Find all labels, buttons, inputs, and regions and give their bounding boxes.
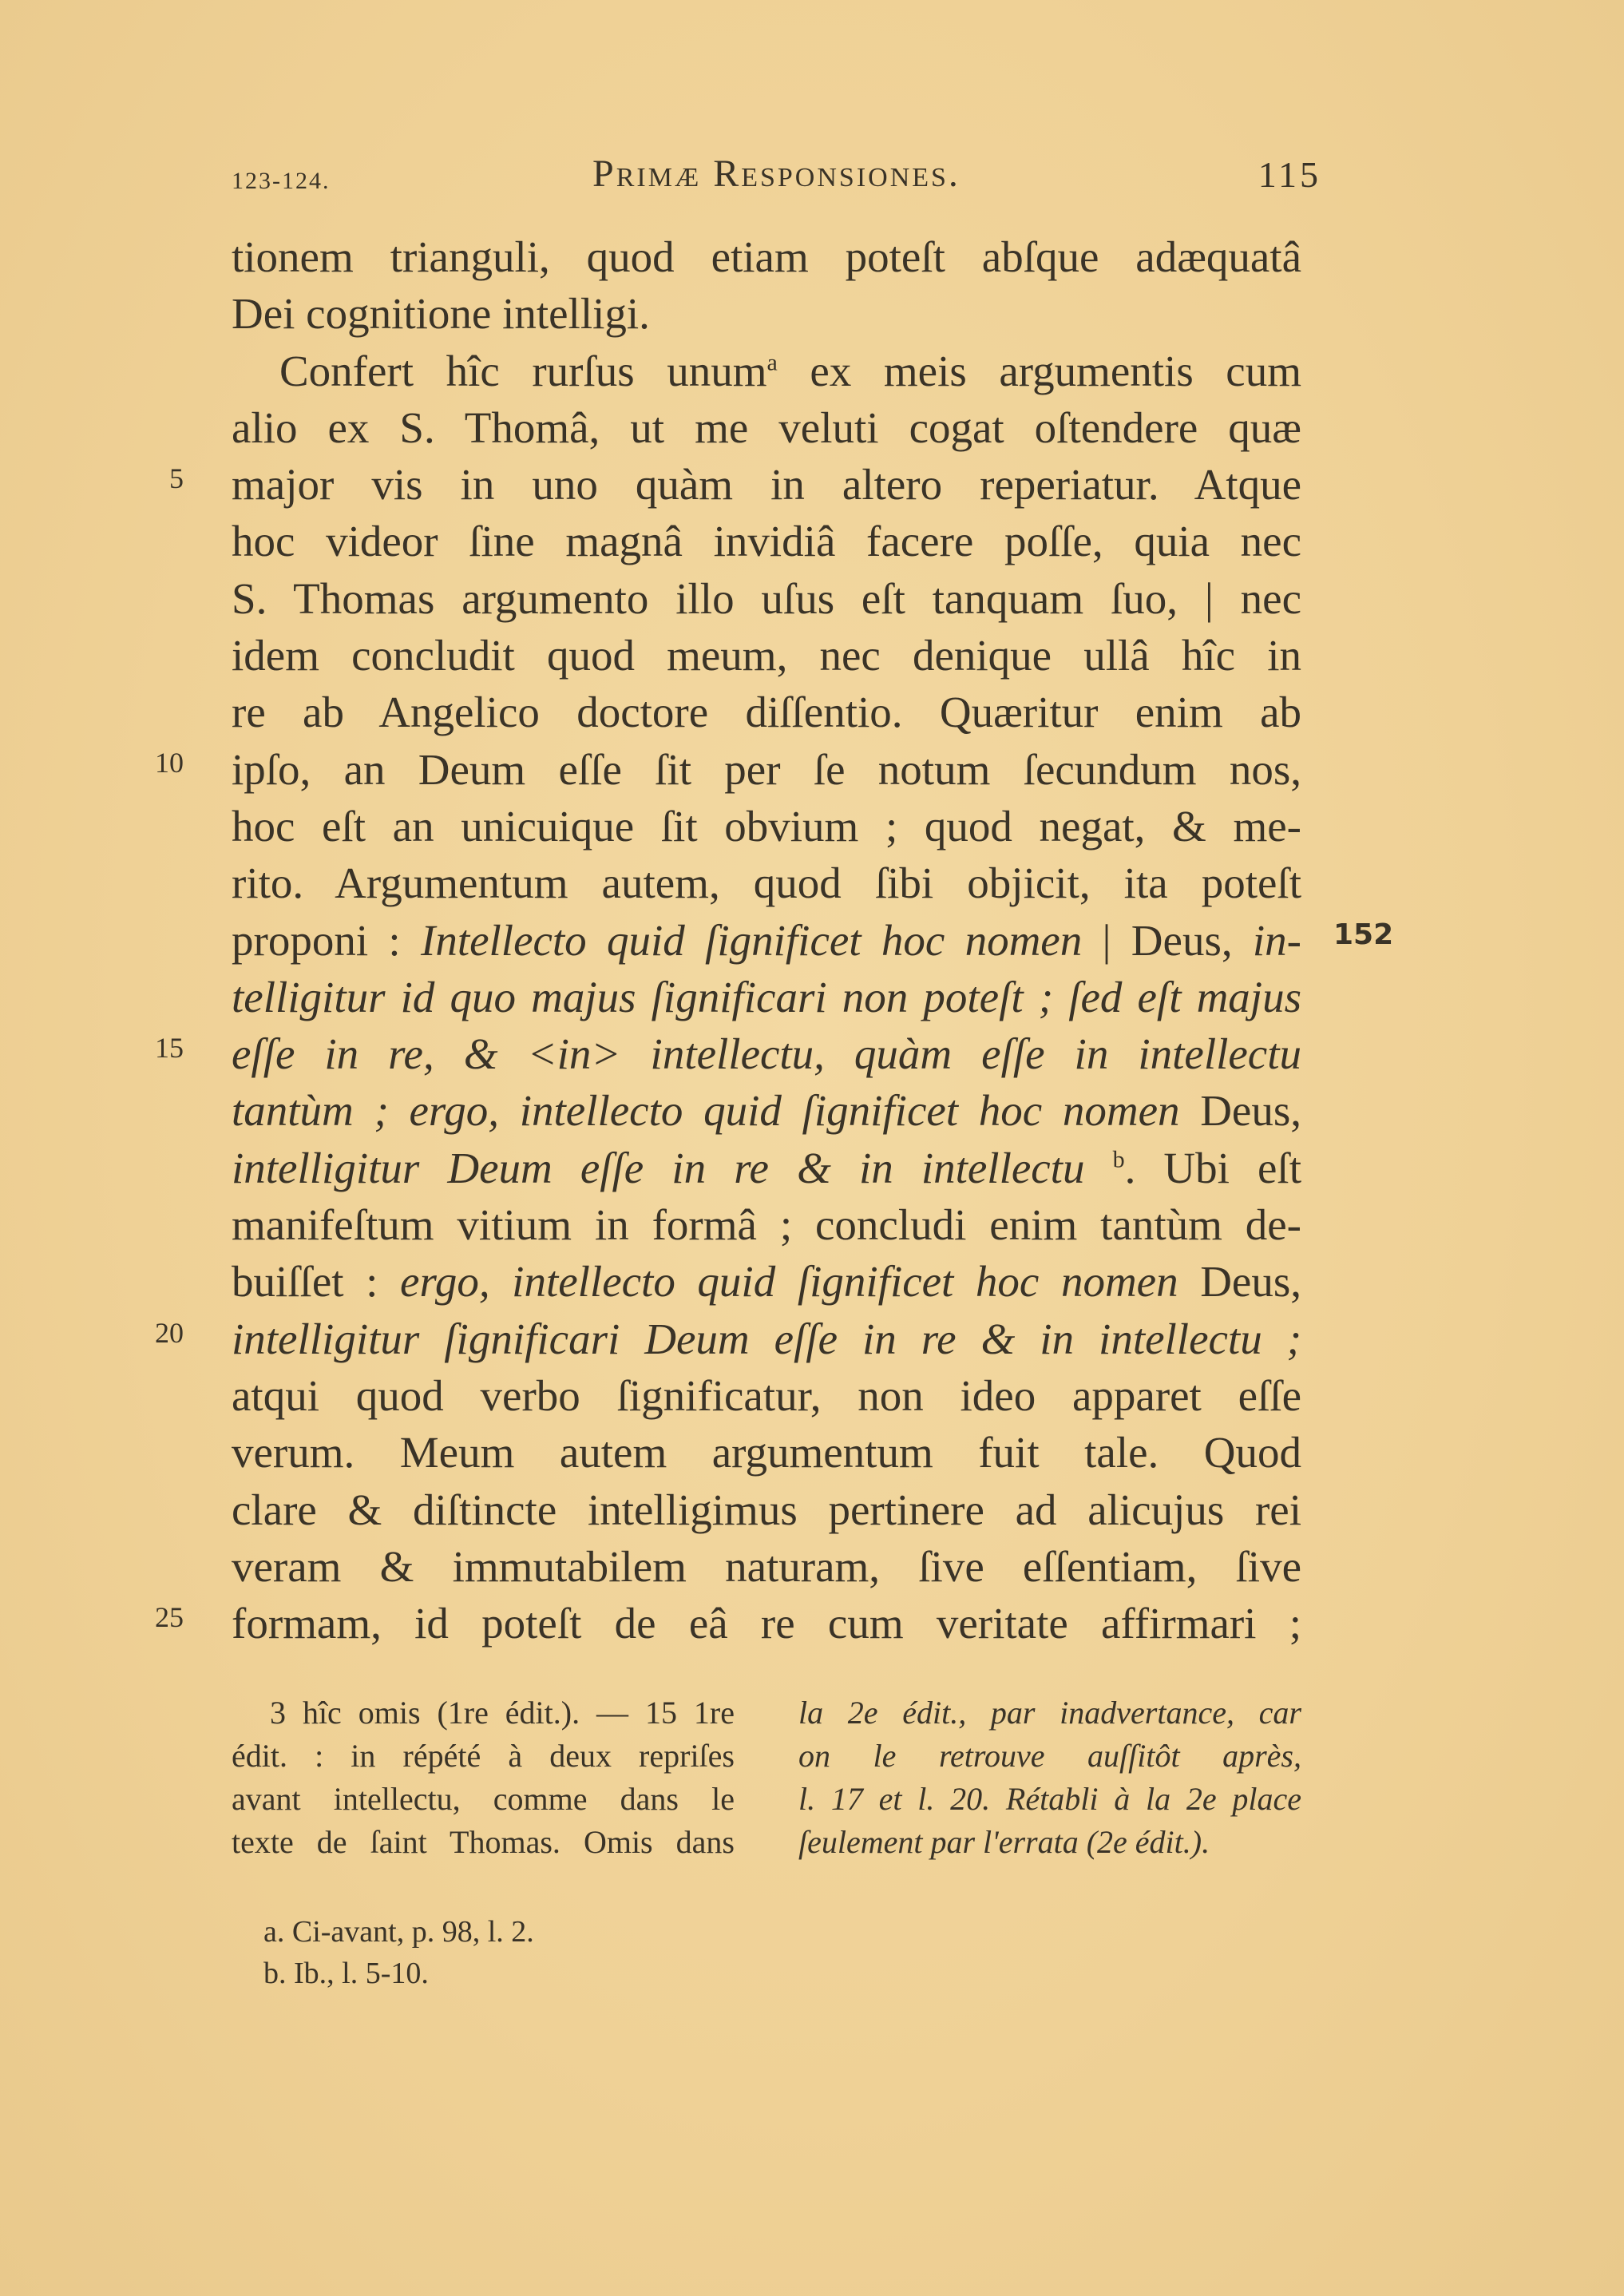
note-line: ſeulement par l'errata (2e édit.).	[798, 1824, 1210, 1860]
text-line: idem concludit quod meum, nec denique ullâ hîc in	[232, 631, 1301, 680]
text-line: Confert hîc rurſus unum$^a$ ex meis argumentis cum	[279, 346, 1302, 395]
note-line: la 2e édit., par inadvertance, car	[798, 1695, 1301, 1731]
text-line: major vis in uno quàm in altero reperiatur. Atque	[232, 460, 1301, 510]
text-line: Dei cognitione intelligi.	[232, 289, 650, 339]
margin-reference: 152	[1333, 918, 1394, 951]
text-line: clare & diſtincte intelligimus pertinere ad alicujus rei	[232, 1485, 1301, 1534]
note-line: édit. : in répété à deux repriſes	[232, 1738, 735, 1774]
text-line: S. Thomas argumento illo uſus eſt tanquam ſuo, | nec	[232, 573, 1301, 623]
header-page-number: 115	[1258, 154, 1321, 195]
text-line: veram & immutabilem naturam, ſive eſſentiam, ſive	[232, 1541, 1301, 1591]
text-line: telligitur id quo majus ſignificari non poteſt ; ſed eſt majus	[232, 972, 1301, 1021]
text-line: eſſe in re, & <in> intellectu, quàm eſſe in intellectu	[232, 1029, 1301, 1079]
line-number-15: 15	[155, 1032, 184, 1064]
note-line: avant intellectu, comme dans le	[232, 1781, 735, 1817]
main-text	[232, 228, 1301, 1652]
line-number-5: 5	[169, 462, 184, 494]
footnote-b: b. Ib., l. 5-10.	[263, 1957, 429, 1990]
text-line: proponi : Intellecto quid ſignificet hoc nomen | Deus, in-	[232, 915, 1302, 965]
header-page-range: 123-124.	[232, 168, 331, 194]
line-number-10: 10	[155, 747, 184, 779]
text-line: manifeſtum vitium in formâ ; concludi enim tantùm de-	[232, 1200, 1301, 1250]
text-line: atqui quod verbo ſignificatur, non ideo apparet eſſe	[232, 1370, 1301, 1420]
note-line: on le retrouve auſſitôt après,	[798, 1738, 1301, 1774]
text-line: tionem trianguli, quod etiam poteſt abſque adæquatâ	[232, 232, 1301, 281]
text-line: buiſſet : ergo, intellecto quid ſignificet hoc nomen Deus,	[232, 1257, 1301, 1307]
text-line: hoc videor ſine magnâ invidiâ facere poſſe, quia nec	[232, 517, 1301, 566]
footnote-a: a. Ci-avant, p. 98, l. 2.	[263, 1915, 534, 1949]
text-line: alio ex S. Thomâ, ut me veluti cogat oſtendere quæ	[232, 402, 1301, 452]
text-line: ipſo, an Deum eſſe ſit per ſe notum ſecundum nos,	[232, 744, 1301, 794]
text-line: intelligitur Deum eſſe in re & in intellectu $^b$. Ubi eſt	[232, 1143, 1301, 1192]
text-line: re ab Angelico doctore diſſentio. Quæritur enim ab	[232, 688, 1301, 737]
text-line: hoc eſt an unicuique ſit obvium ; quod negat, & me-	[232, 801, 1301, 851]
line-number-20: 20	[155, 1317, 184, 1349]
footnotes	[263, 1911, 534, 1994]
text-line: intelligitur ſignificari Deum eſſe in re & in intellectu ;	[232, 1314, 1301, 1363]
note-line: 3 hîc omis (1re édit.). — 15 1re	[270, 1695, 735, 1731]
text-line: verum. Meum autem argumentum fuit tale. Quod	[232, 1428, 1301, 1477]
footnote-ref-b: b	[1112, 1146, 1125, 1173]
note-line: texte de ſaint Thomas. Omis dans	[232, 1824, 735, 1860]
variant-notes-left-column	[232, 1691, 735, 1864]
text-line: tantùm ; ergo, intellecto quid ſignificet hoc nomen Deus,	[232, 1086, 1301, 1136]
text-line: rito. Argumentum autem, quod ſibi objicit, ita poteſt	[232, 859, 1301, 908]
text-line: formam, id poteſt de eâ re cum veritate affirmari ;	[232, 1599, 1301, 1648]
line-number-25: 25	[155, 1601, 184, 1633]
note-line: l. 17 et l. 20. Rétabli à la 2e place	[798, 1781, 1301, 1817]
footnote-ref-a: a	[766, 349, 778, 376]
variant-notes-right-column	[798, 1691, 1301, 1864]
header-running-title: Primæ Responsiones.	[592, 153, 961, 195]
running-header	[232, 152, 1321, 208]
